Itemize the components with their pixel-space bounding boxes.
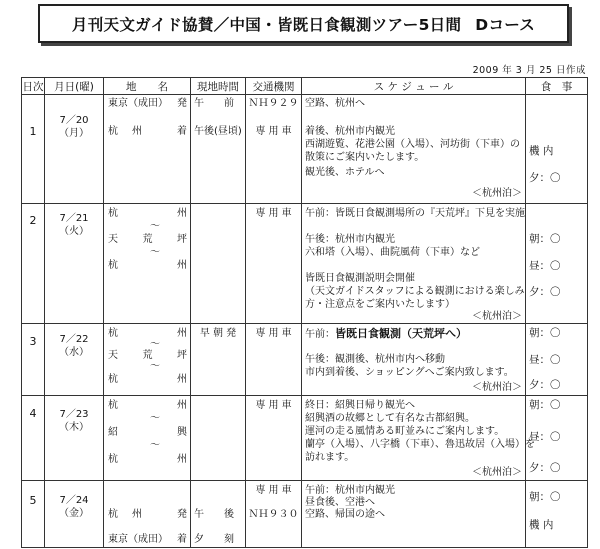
place-char: 州 (177, 260, 187, 271)
tilde-mark: 〜 (150, 339, 160, 350)
meal: 朝：〇 (529, 233, 561, 245)
transport: 専 用 車 (255, 400, 292, 411)
place-char: 杭 (108, 454, 118, 465)
day-date: 7／22 (59, 334, 89, 345)
schedule-line: 午前：皆既日食観測場所の『天荒坪』下見を実施 (305, 208, 525, 219)
transport: ＮＨ９３０ (248, 509, 299, 520)
schedule-line: 皆既日食観測説明会開催 (305, 273, 415, 284)
place-char: 州 (177, 454, 187, 465)
place-char: 杭 (108, 260, 118, 271)
day-number: 1 (29, 125, 37, 138)
place-suffix: 着 (177, 534, 187, 545)
schedule-line: 西湖遊覧、花港公園（入場）、河坊街（下車）の (305, 139, 520, 150)
schedule-line: 午前：杭州市内観光 (305, 485, 395, 496)
meal: 昼：〇 (529, 260, 561, 272)
transport: 専 用 車 (255, 328, 292, 339)
eclipse-observation: 皆既日食観測（天荒坪へ） (335, 327, 467, 340)
created-date: 2009 年 3 月 25 日作成 (472, 65, 586, 76)
day-date: 7／21 (59, 213, 89, 224)
day-row-3 (22, 324, 588, 396)
meal: 夕：〇 (529, 286, 561, 298)
place-char: 州 (177, 208, 187, 219)
meal: 昼：〇 (529, 431, 561, 443)
place-char: 天 (108, 350, 118, 361)
transport: ＮＨ９２９ (248, 98, 299, 109)
day-number: 2 (29, 214, 37, 227)
schedule-line: 観光後、ホテルへ (305, 167, 385, 178)
place-name: 杭州 (108, 126, 156, 137)
overnight-stay: ＜杭州泊＞ (472, 467, 522, 478)
local-time: 早 朝 発 (199, 328, 237, 339)
header-meals: 食 事 (526, 78, 588, 95)
tilde-mark: 〜 (150, 221, 160, 232)
course-label: Dコース (475, 15, 536, 34)
local-time: 夕 刻 (194, 534, 234, 545)
place-char: 荒 (142, 234, 153, 245)
tilde-mark: 〜 (150, 361, 160, 372)
header-place: 地 名 (104, 78, 191, 95)
tilde-mark: 〜 (150, 440, 160, 451)
local-time: 午 前 (194, 98, 234, 109)
local-time: 午 後 (194, 509, 234, 520)
schedule-line: 午後：観測後、杭州市内へ移動 (305, 354, 445, 365)
header-time: 現地時間 (191, 78, 246, 95)
schedule-line: 空路、帰国の途へ (305, 509, 385, 520)
place-char: 坪 (177, 234, 187, 245)
place-char: 荒 (142, 350, 153, 361)
schedule-line: 昼食後、空港へ (305, 497, 375, 508)
place-char: 紹 (108, 427, 118, 438)
day-weekday: （火） (59, 226, 89, 237)
place-char: 杭 (108, 400, 118, 411)
tour-title: 月刊天文ガイド協賛／中国・皆既日食観測ツアー5日間 (71, 15, 462, 34)
place-name: 東京（成田） (108, 534, 168, 545)
meal: 朝：〇 (529, 327, 561, 339)
day-row-4 (22, 396, 588, 481)
schedule-line: 市内到着後、ショッピングへご案内致します。 (305, 367, 514, 378)
day-date: 7／20 (59, 115, 89, 126)
place-suffix: 発 (177, 98, 187, 109)
place-char: 杭 (108, 328, 118, 339)
overnight-stay: ＜杭州泊＞ (472, 382, 522, 393)
schedule-line: 着後、杭州市内観光 (305, 126, 395, 137)
schedule-line: 散策にご案内いたします。 (305, 152, 425, 163)
place-char: 州 (177, 328, 187, 339)
local-time: 午後(昼頃) (194, 126, 242, 137)
transport: 専 用 車 (255, 208, 292, 219)
meal: 機 内 (529, 145, 554, 157)
tilde-mark: 〜 (150, 413, 160, 424)
meal: 夕：〇 (529, 462, 561, 474)
meal: 朝：〇 (529, 399, 561, 411)
place-name: 杭州 (108, 509, 156, 520)
day-row-2 (22, 204, 588, 324)
transport: 専 用 車 (255, 485, 292, 496)
itinerary-table (21, 77, 588, 548)
schedule-line: 方・注意点をご案内いたします） (305, 299, 455, 310)
place-suffix: 発 (177, 509, 187, 520)
day-weekday: （金） (59, 508, 89, 519)
tilde-mark: 〜 (150, 247, 160, 258)
day-weekday: （水） (59, 347, 89, 358)
place-name: 東京（成田） (108, 98, 168, 109)
schedule-line: 空路、杭州へ (305, 98, 365, 109)
day-number: 5 (29, 494, 37, 507)
day-weekday: （月） (59, 128, 89, 139)
title-box (38, 4, 569, 43)
header-schedule: ス ケ ジ ュ ー ル (302, 78, 526, 95)
day-date: 7／24 (59, 495, 89, 506)
schedule-line: 運河の走る風情ある町並みにご案内します。 (305, 426, 505, 437)
meal: 夕：〇 (529, 379, 561, 391)
header-day: 日次 (22, 78, 45, 95)
overnight-stay: ＜杭州泊＞ (472, 188, 522, 199)
place-char: 州 (177, 374, 187, 385)
place-char: 杭 (108, 374, 118, 385)
header-transport: 交通機関 (246, 78, 302, 95)
meal: 朝：〇 (529, 491, 561, 503)
schedule-line: 蘭亭（入場）、八字橋（下車）、魯迅故居（入場）を (305, 439, 535, 450)
meal: 夕：〇 (529, 172, 561, 184)
header-date: 月日(曜) (45, 78, 104, 95)
transport: 専 用 車 (255, 126, 292, 137)
schedule-line: 午前： (305, 329, 335, 340)
place-char: 坪 (177, 350, 187, 361)
header-row (22, 78, 588, 95)
meal: 昼：〇 (529, 354, 561, 366)
schedule-line: 訪れます。 (305, 452, 355, 463)
schedule-line: 六和塔（入場）、曲院風荷（下車）など (305, 247, 480, 258)
day-number: 4 (29, 407, 37, 420)
schedule-line: （天文ガイドスタッフによる観測における楽しみ (305, 286, 525, 297)
day-number: 3 (29, 335, 37, 348)
day-row-1 (22, 95, 588, 204)
schedule-line: 紹興酒の故郷として有名な古都紹興。 (305, 413, 475, 424)
place-char: 興 (177, 427, 187, 438)
schedule-line: 終日：紹興日帰り観光へ (305, 400, 415, 411)
overnight-stay: ＜杭州泊＞ (472, 311, 522, 322)
place-suffix: 着 (177, 126, 187, 137)
place-char: 杭 (108, 208, 118, 219)
day-weekday: （木） (59, 422, 89, 433)
day-row-5 (22, 481, 588, 548)
meal: 機 内 (529, 519, 554, 531)
place-char: 州 (177, 400, 187, 411)
day-date: 7／23 (59, 409, 89, 420)
schedule-line: 午後：杭州市内観光 (305, 234, 395, 245)
place-char: 天 (108, 234, 118, 245)
